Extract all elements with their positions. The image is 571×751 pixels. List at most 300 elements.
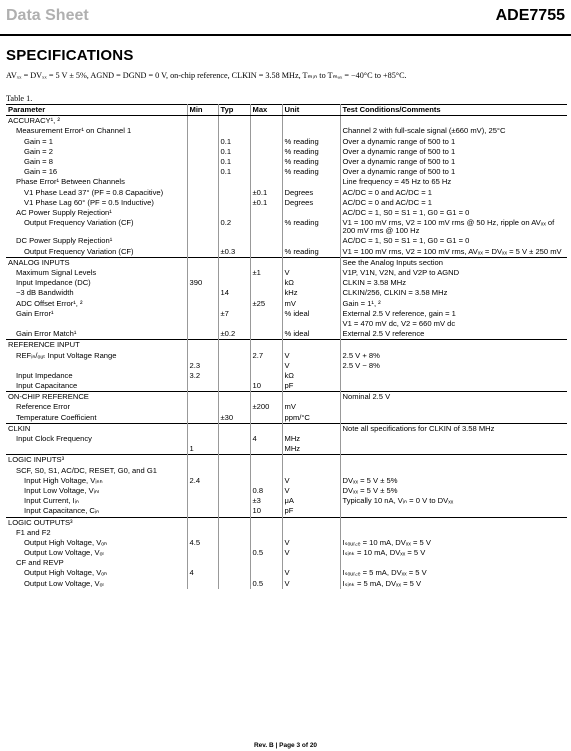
cell-max: [250, 329, 282, 340]
table-section-row: [6, 116, 567, 127]
cell-unit: ppm/°C: [282, 413, 340, 424]
cell-max: [250, 218, 282, 236]
cell-min: [187, 188, 218, 198]
cell-max: [250, 167, 282, 177]
cell-max: [250, 288, 282, 298]
cell-unit: [282, 466, 340, 476]
cell-param: LOGIC OUTPUTS³: [6, 517, 187, 528]
cell-conditions: Nominal 2.5 V: [340, 392, 567, 403]
cell-conditions: [340, 434, 567, 444]
cell-conditions: V1 = 470 mV dc, V2 = 660 mV dc: [342, 318, 456, 328]
cell-min: [187, 329, 218, 340]
cell-min: [187, 579, 218, 589]
cell-typ: [218, 568, 250, 578]
cell-typ: 0.1: [218, 147, 250, 157]
table-row: [6, 247, 567, 258]
cell-unit: V: [282, 476, 340, 486]
cell-unit: [282, 517, 340, 528]
cell-unit: % reading: [282, 167, 340, 177]
table-row: [6, 126, 567, 136]
table-section-row: [6, 340, 567, 351]
cell-min: [187, 392, 218, 403]
cell-typ: 14: [218, 288, 250, 298]
cell-unit: V: [282, 361, 340, 371]
cell-typ: [218, 208, 250, 218]
cell-conditions: Typically 10 nA, Vᵢₙ = 0 V to DVₓₓ: [342, 496, 454, 506]
cell-min: [187, 157, 218, 167]
cell-conditions: [340, 455, 567, 466]
cell-conditions: 2.5 V − 8%: [342, 360, 380, 370]
cell-param: Input High Voltage, Vᵢₙₕ: [6, 476, 187, 486]
cell-typ: [218, 455, 250, 466]
cell-min: 4: [187, 568, 218, 578]
cell-param: [6, 319, 187, 329]
header-divider: [0, 34, 571, 36]
cell-min: [187, 236, 218, 246]
cell-min: [187, 402, 218, 412]
cell-param: Input Capacitance: [6, 381, 187, 392]
cell-conditions: [340, 528, 567, 538]
cell-unit: [282, 236, 340, 246]
cell-conditions: Over a dynamic range of 500 to 1: [342, 156, 456, 166]
cell-conditions: V1P, V1N, V2N, and V2P to AGND: [342, 268, 460, 277]
cell-unit: % reading: [282, 137, 340, 147]
table-row: [6, 147, 567, 157]
table-row: [6, 351, 567, 361]
cell-unit: [282, 558, 340, 568]
cell-param: CLKIN: [6, 423, 187, 434]
cell-min: [187, 351, 218, 361]
cell-unit: V: [282, 351, 340, 361]
cell-min: [187, 147, 218, 157]
cell-typ: [218, 517, 250, 528]
table-header-row: [6, 105, 567, 116]
cell-unit: mV: [282, 402, 340, 412]
table-row: [6, 538, 567, 548]
table-row: [6, 568, 567, 578]
cell-unit: pF: [282, 381, 340, 392]
cell-min: 2.3: [187, 361, 218, 371]
cell-min: [187, 137, 218, 147]
cell-typ: [218, 402, 250, 412]
cell-conditions: Over a dynamic range of 500 to 1: [342, 146, 456, 156]
cell-unit: V: [282, 268, 340, 278]
col-header-min: Min: [187, 105, 218, 116]
cell-param: REFᵢₙ/ₒᵤₜ Input Voltage Range: [6, 351, 187, 361]
cell-conditions: [340, 371, 567, 381]
cell-typ: [218, 496, 250, 506]
cell-param: Gain Error Match¹: [6, 329, 187, 340]
cell-unit: V: [282, 486, 340, 496]
table-section-row: [6, 392, 567, 403]
cell-unit: [282, 116, 340, 127]
cell-param: V1 Phase Lead 37° (PF = 0.8 Capacitive): [6, 188, 187, 198]
cell-typ: ±0.3: [218, 247, 250, 258]
table-row: [6, 413, 567, 424]
cell-conditions: External 2.5 V reference, gain = 1: [342, 308, 456, 318]
cell-unit: [282, 392, 340, 403]
table-section-row: [6, 517, 567, 528]
cell-conditions: DVₓₓ = 5 V ± 5%: [342, 475, 398, 485]
cell-typ: [218, 299, 250, 309]
cell-min: [187, 517, 218, 528]
cell-param: Input Impedance: [6, 371, 187, 381]
cell-param: CF and REVP: [6, 558, 187, 568]
cell-max: ±200: [250, 402, 282, 412]
cell-param: Output Low Voltage, Vₒₗ: [6, 579, 187, 589]
cell-min: [187, 268, 218, 278]
page-footer: Rev. B | Page 3 of 20: [253, 742, 318, 749]
cell-typ: ±30: [218, 413, 250, 424]
cell-min: [187, 309, 218, 319]
cell-max: ±3: [250, 496, 282, 506]
cell-param: Reference Error: [6, 402, 187, 412]
cell-unit: Degrees: [282, 198, 340, 208]
cell-max: [250, 444, 282, 455]
cell-typ: [218, 423, 250, 434]
cell-max: ±0.1: [250, 198, 282, 208]
cell-conditions: Iₛₒᵤᵣ꜀ₑ = 10 mA, DVₓₓ = 5 V: [342, 537, 431, 547]
cell-typ: [218, 361, 250, 371]
table-row: [6, 137, 567, 147]
cell-unit: [282, 319, 340, 329]
cell-param: Output Low Voltage, Vₒₗ: [6, 548, 187, 558]
cell-min: [187, 288, 218, 298]
cell-typ: [218, 486, 250, 496]
cell-max: [250, 340, 282, 351]
cell-typ: 0.2: [218, 218, 250, 236]
cell-min: [187, 299, 218, 309]
cell-param: Gain = 8: [6, 157, 187, 167]
cell-unit: MHz: [282, 444, 340, 455]
cell-param: Input Low Voltage, Vᵢₙₗ: [6, 486, 187, 496]
cell-conditions: Over a dynamic range of 500 to 1: [342, 167, 456, 177]
cell-conditions: [340, 116, 567, 127]
cell-typ: [218, 558, 250, 568]
cell-param: Phase Error¹ Between Channels: [6, 177, 187, 187]
cell-min: [187, 198, 218, 208]
cell-unit: V: [282, 579, 340, 589]
cell-max: [250, 558, 282, 568]
cell-min: 390: [187, 278, 218, 288]
cell-max: 2.7: [250, 351, 282, 361]
cell-max: [250, 528, 282, 538]
table-row: [6, 466, 567, 476]
cell-typ: [218, 278, 250, 288]
cell-typ: 0.1: [218, 167, 250, 177]
cell-min: [187, 257, 218, 268]
cell-max: [250, 157, 282, 167]
cell-min: [187, 116, 218, 127]
table-row: [6, 188, 567, 198]
cell-conditions: See the Analog Inputs section: [340, 257, 567, 268]
table-row: [6, 381, 567, 392]
table-row: [6, 208, 567, 218]
cell-param: Output High Voltage, Vₒₕ: [6, 538, 187, 548]
cell-conditions: [340, 506, 567, 517]
table-row: [6, 402, 567, 412]
cell-typ: [218, 434, 250, 444]
cell-param: ADC Offset Error¹, ²: [6, 299, 187, 309]
cell-param: Gain Error¹: [6, 309, 187, 319]
cell-max: ±0.1: [250, 188, 282, 198]
table-row: [6, 278, 567, 288]
table-label: Table 1.: [6, 94, 33, 103]
cell-param: AC Power Supply Rejection¹: [6, 208, 187, 218]
col-header-conditions: Test Conditions/Comments: [340, 105, 567, 116]
table-section-row: [6, 257, 567, 268]
table-row: [6, 434, 567, 444]
cell-unit: kΩ: [282, 371, 340, 381]
cell-max: [250, 517, 282, 528]
table-row: [6, 288, 567, 298]
cell-typ: [218, 236, 250, 246]
cell-max: [250, 247, 282, 258]
cell-unit: μA: [282, 496, 340, 506]
cell-unit: kHz: [282, 288, 340, 298]
cell-max: 0.8: [250, 486, 282, 496]
table-row: [6, 496, 567, 506]
table-row: [6, 268, 567, 278]
cell-unit: [282, 257, 340, 268]
table-row: [6, 558, 567, 568]
table-row: [6, 371, 567, 381]
cell-param: Temperature Coefficient: [6, 413, 187, 424]
cell-min: [187, 423, 218, 434]
table-row: [6, 476, 567, 486]
cell-typ: 0.1: [218, 137, 250, 147]
cell-max: [250, 137, 282, 147]
cell-max: [250, 466, 282, 476]
cell-typ: [218, 381, 250, 392]
cell-conditions: V1 = 100 mV rms, V2 = 100 mV rms, AVₓₓ = DVₓₓ = 5 V ± 250 mV: [342, 246, 562, 256]
cell-conditions: Iₛᵢₙₖ = 10 mA, DVₓₓ = 5 V: [342, 548, 426, 558]
cell-min: [187, 126, 218, 136]
col-header-unit: Unit: [282, 105, 340, 116]
cell-param: [6, 444, 187, 455]
cell-typ: [218, 319, 250, 329]
cell-min: [187, 548, 218, 558]
cell-max: [250, 361, 282, 371]
cell-param: Output Frequency Variation (CF): [6, 247, 187, 258]
cell-param: Input Impedance (DC): [6, 278, 187, 288]
cell-max: ±25: [250, 299, 282, 309]
table-row: [6, 236, 567, 246]
cell-max: [250, 392, 282, 403]
cell-unit: % ideal: [282, 329, 340, 340]
table-row: [6, 319, 567, 329]
col-header-parameter: Parameter: [6, 105, 187, 116]
cell-param: Gain = 1: [6, 137, 187, 147]
cell-typ: [218, 116, 250, 127]
cell-param: REFERENCE INPUT: [6, 340, 187, 351]
cell-conditions: CLKIN = 3.58 MHz: [342, 278, 407, 288]
cell-unit: MHz: [282, 434, 340, 444]
cell-param: ANALOG INPUTS: [6, 257, 187, 268]
cell-typ: [218, 528, 250, 538]
cell-param: Gain = 2: [6, 147, 187, 157]
cell-unit: [282, 528, 340, 538]
cell-max: 4: [250, 434, 282, 444]
cell-param: DC Power Supply Rejection¹: [6, 236, 187, 246]
cell-unit: V: [282, 548, 340, 558]
cell-unit: kΩ: [282, 278, 340, 288]
cell-conditions: [340, 466, 567, 476]
cell-conditions: Iₛₒᵤᵣ꜀ₑ = 5 mA, DVₓₓ = 5 V: [342, 568, 427, 578]
cell-min: [187, 381, 218, 392]
cell-typ: [218, 268, 250, 278]
cell-unit: pF: [282, 506, 340, 517]
cell-conditions: CLKIN/256, CLKIN = 3.58 MHz: [342, 288, 448, 298]
cell-max: [250, 319, 282, 329]
cell-unit: [282, 126, 340, 136]
cell-max: [250, 257, 282, 268]
table-row: [6, 299, 567, 309]
cell-max: 0.5: [250, 579, 282, 589]
table-row: [6, 486, 567, 496]
cell-typ: ±0.2: [218, 329, 250, 340]
cell-conditions: Channel 2 with full-scale signal (±660 mV), 25°C: [342, 126, 506, 136]
table-row: [6, 157, 567, 167]
cell-min: [187, 506, 218, 517]
cell-min: [187, 177, 218, 187]
page-header: [0, 0, 571, 34]
cell-conditions: [340, 517, 567, 528]
cell-min: [187, 455, 218, 466]
cell-unit: mV: [282, 299, 340, 309]
cell-typ: [218, 257, 250, 268]
cell-typ: [218, 351, 250, 361]
cell-min: [187, 434, 218, 444]
cell-conditions: [340, 402, 567, 412]
cell-max: [250, 476, 282, 486]
table-row: [6, 361, 567, 371]
cell-max: [250, 278, 282, 288]
cell-max: 10: [250, 381, 282, 392]
table-row: [6, 506, 567, 517]
cell-max: [250, 455, 282, 466]
cell-unit: [282, 177, 340, 187]
table-body: [6, 116, 567, 589]
cell-min: [187, 167, 218, 177]
cell-max: [250, 147, 282, 157]
cell-typ: ±7: [218, 309, 250, 319]
table-row: [6, 329, 567, 340]
table-row: [6, 579, 567, 589]
cell-param: Input Clock Frequency: [6, 434, 187, 444]
cell-conditions: [340, 444, 567, 455]
cell-conditions: V1 = 100 mV rms, V2 = 100 mV rms @ 50 Hz, ripple on AVₓₓ of 200 mV rms @ 100 Hz: [342, 218, 555, 236]
cell-max: [250, 177, 282, 187]
table-section-row: [6, 423, 567, 434]
cell-min: [187, 340, 218, 351]
cell-param: LOGIC INPUTS³: [6, 455, 187, 466]
cell-param: Measurement Error¹ on Channel 1: [6, 126, 187, 136]
cell-max: [250, 568, 282, 578]
cell-min: [187, 486, 218, 496]
cell-min: [187, 247, 218, 258]
cell-min: [187, 496, 218, 506]
cell-conditions: [340, 381, 567, 392]
operating-conditions: AVₓₓ = DVₓₓ = 5 V ± 5%, AGND = DGND = 0 V, on-chip reference, CLKIN = 3.58 MHz, Tₘᵢₙ to Tₘₐₓ = −40°C to +85°C.: [6, 71, 407, 80]
table-row: [6, 218, 567, 236]
cell-conditions: [340, 413, 567, 424]
cell-conditions: AC/DC = 0 and AC/DC = 1: [342, 187, 432, 197]
cell-conditions: AC/DC = 1, S0 = S1 = 1, G0 = G1 = 0: [342, 207, 470, 217]
cell-conditions: External 2.5 V reference: [342, 329, 425, 339]
cell-conditions: 2.5 V + 8%: [342, 350, 380, 360]
cell-max: [250, 371, 282, 381]
table-row: [6, 198, 567, 208]
cell-unit: V: [282, 538, 340, 548]
cell-param: Input Capacitance, Cᵢₙ: [6, 506, 187, 517]
cell-param: [6, 361, 187, 371]
cell-min: [187, 558, 218, 568]
cell-typ: [218, 177, 250, 187]
cell-typ: [218, 188, 250, 198]
cell-max: [250, 208, 282, 218]
cell-typ: [218, 444, 250, 455]
cell-param: Output Frequency Variation (CF): [6, 218, 187, 236]
cell-conditions: AC/DC = 1, S0 = S1 = 1, G0 = G1 = 0: [342, 236, 470, 246]
table-row: [6, 309, 567, 319]
table-row: [6, 167, 567, 177]
cell-conditions: AC/DC = 0 and AC/DC = 1: [342, 197, 432, 207]
cell-typ: [218, 538, 250, 548]
doc-type-label: Data Sheet: [6, 7, 89, 24]
table-row: [6, 548, 567, 558]
table-section-row: [6, 455, 567, 466]
cell-unit: % reading: [282, 218, 340, 236]
cell-min: [187, 218, 218, 236]
part-number: ADE7755: [495, 7, 565, 24]
cell-param: Maximum Signal Levels: [6, 268, 187, 278]
cell-max: ±1: [250, 268, 282, 278]
cell-conditions: Line frequency = 45 Hz to 65 Hz: [342, 177, 452, 187]
cell-typ: [218, 466, 250, 476]
cell-max: [250, 309, 282, 319]
cell-typ: [218, 126, 250, 136]
cell-min: [187, 528, 218, 538]
cell-min: 4.5: [187, 538, 218, 548]
cell-typ: [218, 198, 250, 208]
cell-typ: [218, 506, 250, 517]
cell-typ: [218, 392, 250, 403]
cell-conditions: Gain = 1¹, ²: [342, 298, 381, 308]
table-row: [6, 528, 567, 538]
cell-typ: [218, 548, 250, 558]
cell-unit: % reading: [282, 157, 340, 167]
cell-unit: [282, 208, 340, 218]
cell-param: Output High Voltage, Vₒₕ: [6, 568, 187, 578]
cell-conditions: Note all specifications for CLKIN of 3.58 MHz: [340, 423, 567, 434]
cell-unit: [282, 340, 340, 351]
cell-max: 10: [250, 506, 282, 517]
cell-param: SCF, S0, S1, AC/DC, RESET, G0, and G1: [6, 466, 187, 476]
cell-unit: [282, 455, 340, 466]
cell-unit: [282, 423, 340, 434]
cell-max: [250, 116, 282, 127]
cell-param: ACCURACY¹, ²: [6, 116, 187, 127]
cell-typ: 0.1: [218, 157, 250, 167]
cell-unit: % ideal: [282, 309, 340, 319]
cell-min: 1: [187, 444, 218, 455]
specifications-table: [6, 104, 567, 589]
cell-unit: % reading: [282, 147, 340, 157]
cell-min: [187, 319, 218, 329]
cell-conditions: [340, 340, 567, 351]
cell-max: 0.5: [250, 548, 282, 558]
